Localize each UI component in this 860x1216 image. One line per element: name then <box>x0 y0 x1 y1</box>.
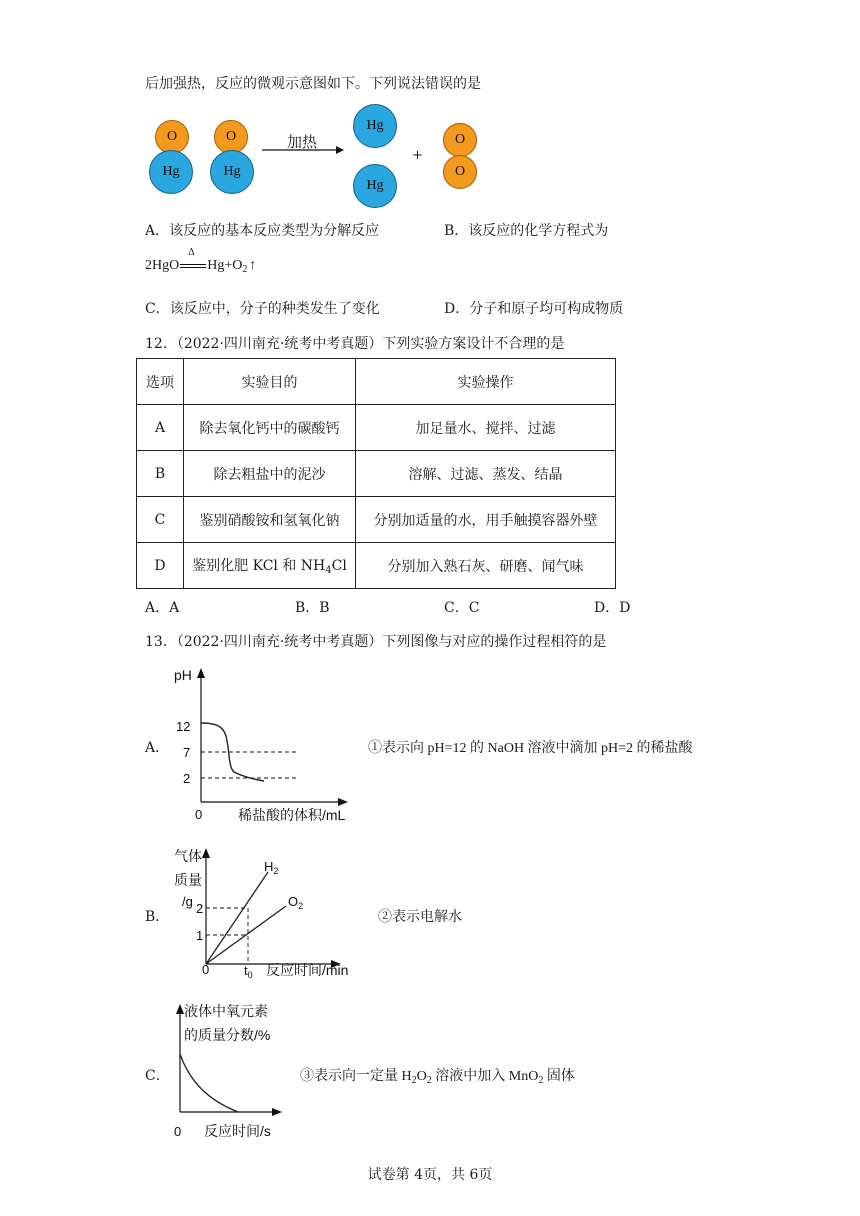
table-cell: 分别加适量的水，用手触摸容器外壁 <box>356 497 616 543</box>
arrow-label: 加热 <box>287 134 318 151</box>
series-label-h2: $H_2$ <box>264 859 279 876</box>
table-cell: B <box>137 451 184 497</box>
q11-option-d: D．分子和原子均可构成物质 <box>444 301 624 317</box>
tick-label: 1 <box>196 928 204 943</box>
chemical-equation <box>145 246 257 275</box>
q13-stem: 13．（2022·四川南充·统考中考真题）下列图像与对应的操作过程相符的是 <box>145 634 607 650</box>
q13-label-b: B． <box>145 909 170 925</box>
origin-label: 0 <box>174 1124 182 1139</box>
desc-subscript: 2 <box>411 1075 417 1086</box>
axis-label-y: 液体中氧元素 <box>184 1003 268 1019</box>
desc-subscript: 2 <box>538 1075 544 1086</box>
table-cell: 分别加入熟石灰、研磨、闻气味 <box>356 543 616 589</box>
q11-intro: 后加强热，反应的微观示意图如下。下列说法错误的是 <box>145 76 481 92</box>
cell-text: 鉴别化肥 KCl 和 NH <box>192 558 326 574</box>
mercury-atom: Hg <box>353 104 397 148</box>
oxygen-atom: O <box>155 120 189 154</box>
origin-label: 0 <box>195 807 203 822</box>
tick-label: 12 <box>176 719 191 734</box>
origin-label: 0 <box>202 962 210 977</box>
axis-label-y: 气体 <box>174 848 202 864</box>
table-header: 选项 <box>137 359 184 405</box>
table-cell: A <box>137 405 184 451</box>
table-row <box>137 405 616 451</box>
axis-label-y: /g <box>182 894 193 909</box>
table-row <box>137 543 616 589</box>
desc-text: O <box>416 1069 427 1084</box>
desc-text: 溶液中加入 MnO <box>431 1069 539 1084</box>
desc-text: 固体 <box>543 1069 575 1084</box>
q13-label-a: A． <box>145 740 170 756</box>
mercury-atom: Hg <box>149 150 193 194</box>
table-cell <box>184 543 356 589</box>
desc-subscript: 2 <box>426 1075 432 1086</box>
page-footer: 试卷第 4页，共 6页 <box>367 1167 493 1183</box>
axis-label-y: 的质量分数/% <box>184 1027 271 1043</box>
q12-answer-d: D．D <box>594 600 631 616</box>
plus-sign: + <box>412 148 423 163</box>
table-cell: 除去氧化钙中的碳酸钙 <box>184 405 356 451</box>
mercury-atom: Hg <box>210 150 254 194</box>
table-header-row <box>137 359 616 405</box>
equation-reactant: 2HgO <box>145 258 180 273</box>
table-cell: 除去粗盐中的泥沙 <box>184 451 356 497</box>
q12-answer-b: B．B <box>295 600 330 616</box>
axis-label-y: 质量 <box>174 872 202 888</box>
table-cell: D <box>137 543 184 589</box>
q11-option-b: B．该反应的化学方程式为 <box>444 223 609 239</box>
axis-label-x: 反应时间/s <box>204 1123 271 1139</box>
equation-condition <box>180 246 206 273</box>
q12-stem: 12．（2022·四川南充·统考中考真题）下列实验方案设计不合理的是 <box>145 336 565 352</box>
table-row <box>137 451 616 497</box>
q11-option-a: A．该反应的基本反应类型为分解反应 <box>145 223 380 239</box>
tick-label: 2 <box>183 771 191 786</box>
q11-option-c: C．该反应中，分子的种类发生了变化 <box>145 301 380 317</box>
reaction-arrow-icon <box>262 144 344 156</box>
table-cell: 加足量水、搅拌、过滤 <box>356 405 616 451</box>
desc-text: ③表示向一定量 H <box>300 1069 412 1084</box>
mercury-atom: Hg <box>353 164 397 208</box>
table-cell: C <box>137 497 184 543</box>
oxygen-atom: O <box>214 120 248 154</box>
table-row <box>137 497 616 543</box>
table-header: 实验目的 <box>184 359 356 405</box>
tick-label: 7 <box>183 745 191 760</box>
axis-label-y: pH <box>174 667 192 683</box>
table-cell: 鉴别硝酸铵和氢氧化钠 <box>184 497 356 543</box>
equation-o2-sub: 2 <box>242 264 248 275</box>
q12-answer-c: C．C <box>444 600 480 616</box>
cell-subscript: 4 <box>325 565 332 576</box>
q13-desc-a: ①表示向 pH=12 的 NaOH 溶液中滴加 pH=2 的稀盐酸 <box>368 741 693 756</box>
axis-label-x: 反应时间/min <box>266 962 349 978</box>
gas-arrow-icon: ↑ <box>249 258 257 273</box>
q12-answer-a: A．A <box>145 600 180 616</box>
equation-products: Hg+O <box>207 258 243 273</box>
axis-label-x: 稀盐酸的体积/mL <box>238 807 346 823</box>
table-cell: 溶解、过滤、蒸发、结晶 <box>356 451 616 497</box>
oxygen-atom: O <box>443 123 477 157</box>
heat-delta-icon: Δ <box>188 246 195 258</box>
q13-desc-b: ②表示电解水 <box>378 909 462 925</box>
graph-a-ph-curve <box>168 660 368 825</box>
tick-label: 2 <box>196 901 204 916</box>
q13-label-c: C． <box>145 1068 170 1084</box>
experiment-table <box>136 358 616 589</box>
table-header: 实验操作 <box>356 359 616 405</box>
oxygen-atom: O <box>443 155 477 189</box>
series-label-o2: $O_2$ <box>288 894 304 911</box>
q13-desc-c <box>300 1065 575 1086</box>
cell-text: Cl <box>331 558 347 574</box>
tick-label: $t_0$ <box>244 963 253 980</box>
graph-b-electrolysis <box>168 842 368 982</box>
